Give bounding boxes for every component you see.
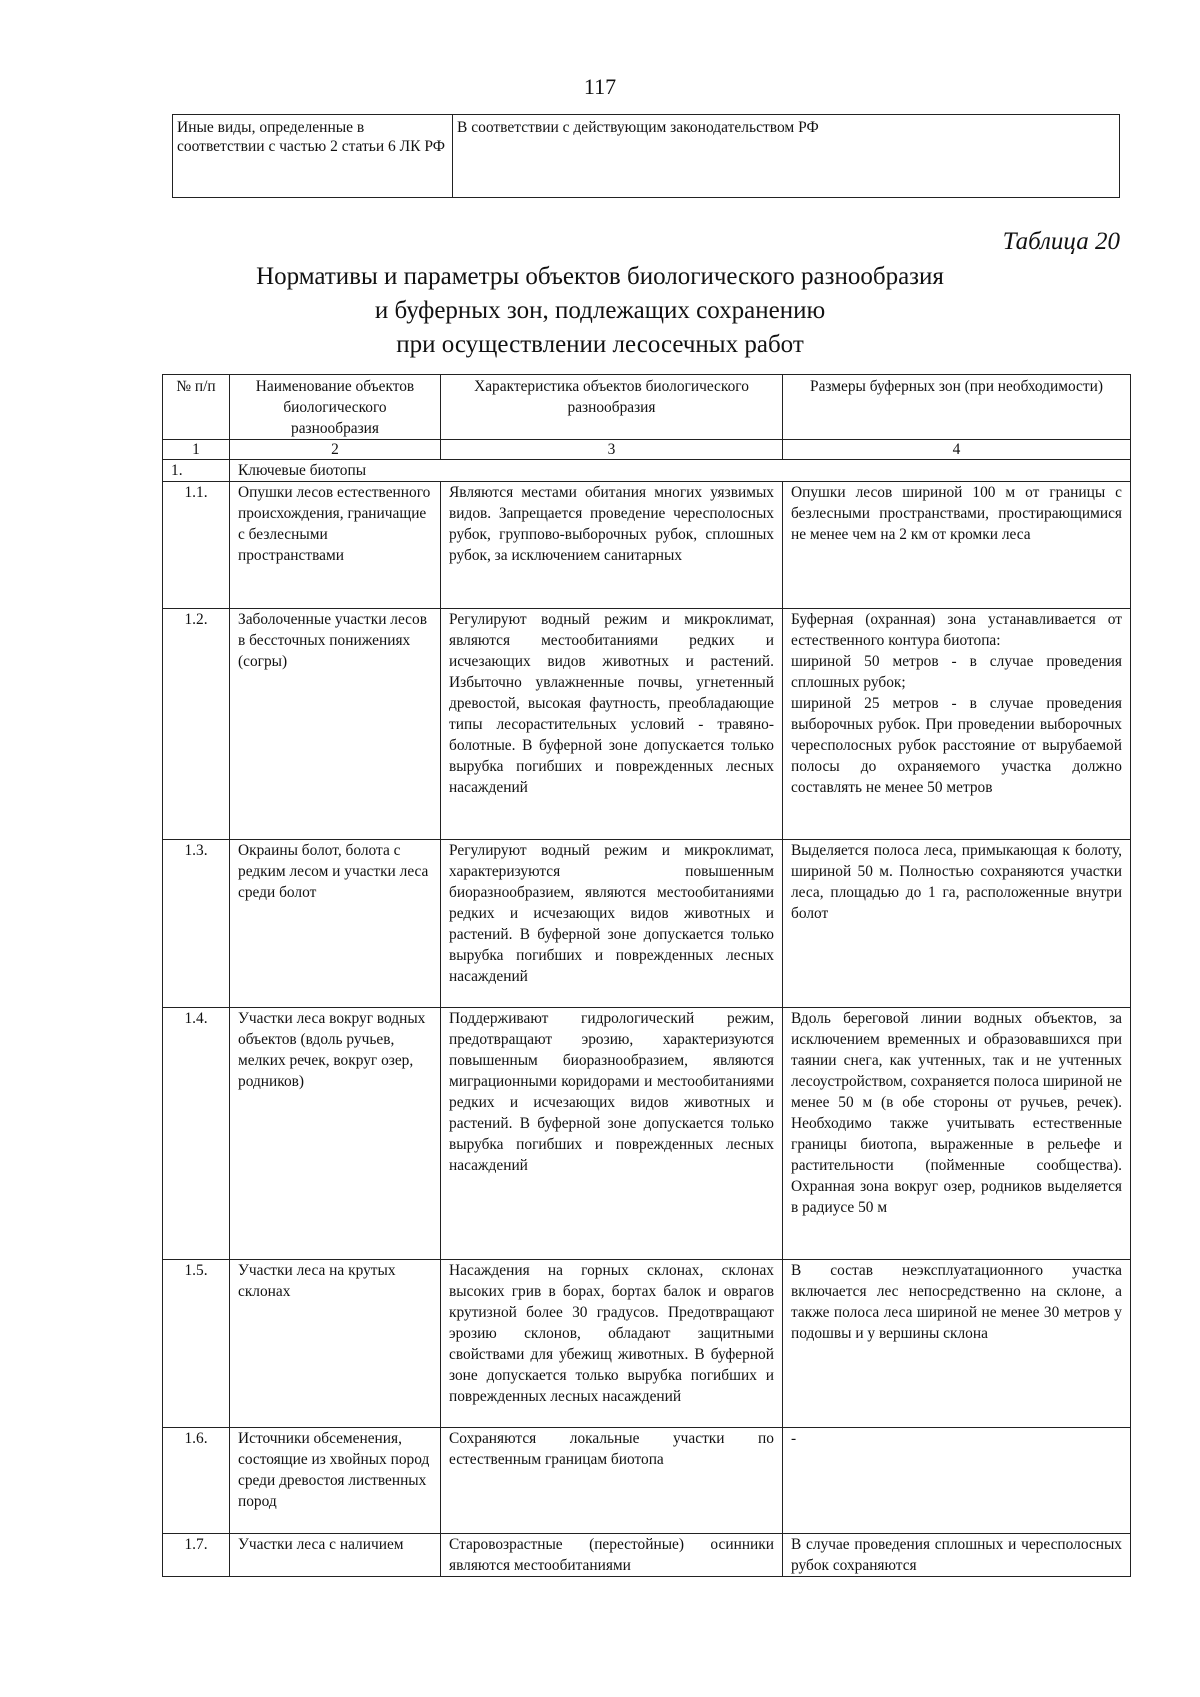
- continued-table-fragment: [172, 114, 1120, 198]
- row-buffer-line: Буферная (охранная) зона устанавливается от естественного контура биотопа:: [791, 611, 1122, 649]
- biodiversity-table: [162, 374, 1131, 1577]
- row-description: Поддерживают гидрологический режим, предотвращают эрозию, характеризуются повышенным биоразнообразием, являются миграционными коридорами и местообитаниями редких и исчезающих видов животных и растений. В буферной зоне допускается только вырубка погибших и поврежденных лесных насаждений: [441, 1008, 783, 1260]
- table-title-line: Нормативы и параметры объектов биологического разнообразия: [256, 263, 944, 290]
- row-buffer: [783, 1534, 1131, 1577]
- row-number: 1.1.: [163, 482, 230, 609]
- table-row: [173, 115, 1120, 198]
- row-buffer-line: шириной 50 метров - в случае проведения сплошных рубок;: [791, 653, 1122, 691]
- row-description: Сохраняются локальные участки по естественным границам биотопа: [441, 1428, 783, 1534]
- header-description: Характеристика объектов биологического разнообразия: [441, 375, 783, 440]
- row-number: 1.3.: [163, 840, 230, 1008]
- row-buffer: -: [783, 1428, 1131, 1534]
- column-number: 2: [230, 440, 441, 460]
- row-name: Заболоченные участки лесов в бессточных понижениях (согры): [230, 609, 441, 840]
- row-name: Окраины болот, болота с редким лесом и участки леса среди болот: [230, 840, 441, 1008]
- row-description: [441, 1534, 783, 1577]
- table-row: [163, 1428, 1131, 1534]
- column-number: 3: [441, 440, 783, 460]
- row-buffer: Выделяется полоса леса, примыкающая к болоту, шириной 50 м. Полностью сохраняются участки леса, площадью до 1 га, расположенные внутри болот: [783, 840, 1131, 1008]
- row-number: 1.7.: [163, 1534, 230, 1577]
- row-description: Насаждения на горных склонах, склонах высоких грив в борах, бортах балок и оврагов крутизной более 30 градусов. Предотвращают эрозию склонов, обладают защитными свойствами для убежищ животных. В буферной зоне допускается только вырубка погибших и поврежденных лесных насаждений: [441, 1260, 783, 1428]
- table-row: [163, 1260, 1131, 1428]
- row-name-text: Участки леса с наличием: [238, 1536, 404, 1553]
- row-name: Участки леса вокруг водных объектов (вдоль ручьев, мелких речек, вокруг озер, родников): [230, 1008, 441, 1260]
- row-name: Иные виды, определенные в соответствии с частью 2 статьи 6 ЛК РФ: [173, 115, 453, 198]
- row-name: [230, 1534, 441, 1577]
- header-name: Наименование объектов биологического разнообразия: [230, 375, 441, 440]
- table-row: [163, 482, 1131, 609]
- page-number: 117: [583, 74, 617, 99]
- table-row: [163, 1008, 1131, 1260]
- row-name: Опушки лесов естественного происхождения, граничащие с безлесными пространствами: [230, 482, 441, 609]
- table-title: [0, 260, 1200, 362]
- row-number: 1.2.: [163, 609, 230, 840]
- header-buffer: Размеры буферных зон (при необходимости): [783, 375, 1131, 440]
- section-number: 1.: [163, 460, 230, 482]
- section-row: [163, 460, 1131, 482]
- row-number: 1.4.: [163, 1008, 230, 1260]
- row-number: 1.6.: [163, 1428, 230, 1534]
- table-row: [163, 609, 1131, 840]
- column-number: 4: [783, 440, 1131, 460]
- column-number: 1: [163, 440, 230, 460]
- row-buffer-line: шириной 25 метров - в случае проведения выборочных рубок. При проведении выборочных чересполосных рубок расстояние от вырубаемой полосы до охраняемого участка должно составлять не менее 50 метров: [791, 695, 1122, 796]
- row-buffer: [783, 609, 1131, 840]
- row-name: Участки леса на крутых склонах: [230, 1260, 441, 1428]
- row-description: Регулируют водный режим и микроклимат, являются местообитаниями редких и исчезающих видов животных и растений. Избыточно увлажненные почвы, угнетенный древостой, высокая фаутность, преобладающие типы лесорастительных условий - травяно-болотные. В буферной зоне допускается только вырубка погибших и поврежденных лесных насаждений: [441, 609, 783, 840]
- table-row: [163, 1534, 1131, 1577]
- row-number: 1.5.: [163, 1260, 230, 1428]
- table-title-line: при осуществлении лесосечных работ: [396, 331, 804, 358]
- table-label: Таблица 20: [1002, 228, 1120, 255]
- table-row: [163, 840, 1131, 1008]
- row-buffer: В соответствии с действующим законодательством РФ: [453, 115, 1120, 198]
- row-buffer: Опушки лесов шириной 100 м от границы с безлесными пространствами, простирающимися не менее чем на 2 км от кромки леса: [783, 482, 1131, 609]
- row-buffer: Вдоль береговой линии водных объектов, за исключением временных и образовавшихся при таянии снега, как учтенных, так и не учтенных лесоустройством, сохраняется полоса шириной не менее 50 м (в обе стороны от ручьев, речек). Необходимо также учитывать естественные границы биотопа, выраженные в рельефе и растительности (пойменные сообщества). Охранная зона вокруг озер, родников выделяется в радиусе 50 м: [783, 1008, 1131, 1260]
- row-buffer: В состав неэксплуатационного участка включается лес непосредственно на склоне, а также полоса леса шириной не менее 30 метров у подошвы и у вершины склона: [783, 1260, 1131, 1428]
- section-title: Ключевые биотопы: [230, 460, 1131, 482]
- row-description-text: Старовозрастные (перестойные) осинники являются местообитаниями: [449, 1536, 774, 1574]
- row-buffer-text: В случае проведения сплошных и чересполосных рубок сохраняются: [791, 1536, 1122, 1574]
- table-title-line: и буферных зон, подлежащих сохранению: [374, 297, 826, 324]
- row-name: Источники обсеменения, состоящие из хвойных пород среди древостоя лиственных пород: [230, 1428, 441, 1534]
- header-row: [163, 375, 1131, 440]
- row-description: Являются местами обитания многих уязвимых видов. Запрещается проведение чересполосных рубок, группово-выборочных рубок, сплошных рубок, за исключением санитарных: [441, 482, 783, 609]
- row-description: Регулируют водный режим и микроклимат, характеризуются повышенным биоразнообразием, являются местообитаниями редких и исчезающих видов животных и растений. В буферной зоне допускается только вырубка погибших и поврежденных лесных насаждений: [441, 840, 783, 1008]
- header-number: № п/п: [163, 375, 230, 440]
- column-number-row: [163, 440, 1131, 460]
